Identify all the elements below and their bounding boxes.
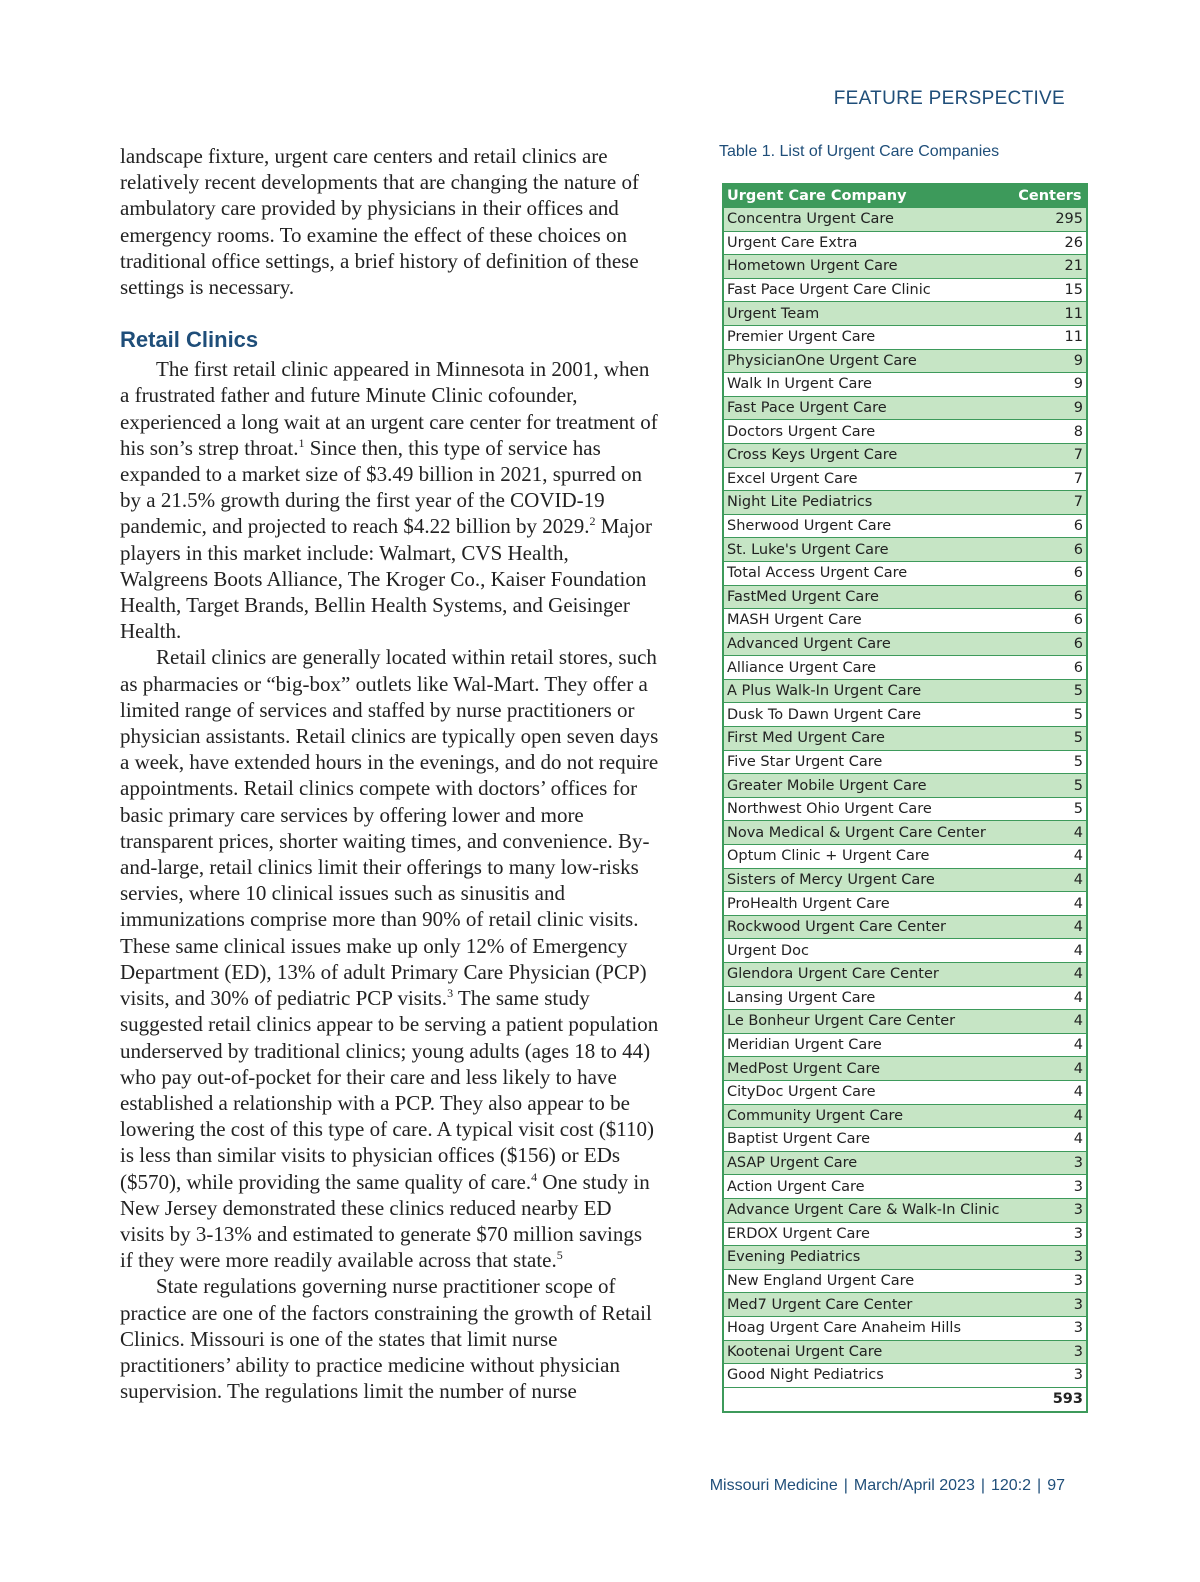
table-body xyxy=(724,208,1086,1388)
total-value: 593 xyxy=(1014,1387,1086,1411)
paragraph-1 xyxy=(120,356,660,644)
table-row xyxy=(724,1198,1086,1222)
center-count: 15 xyxy=(1014,278,1086,302)
table-row xyxy=(724,1057,1086,1081)
company-name: First Med Urgent Care xyxy=(724,727,1014,751)
table-row xyxy=(724,656,1086,680)
total-label-cell xyxy=(724,1387,1014,1411)
table-row xyxy=(724,561,1086,585)
table-row xyxy=(724,868,1086,892)
center-count: 4 xyxy=(1014,1010,1086,1034)
company-name: Good Night Pediatrics xyxy=(724,1364,1014,1388)
center-count: 26 xyxy=(1014,231,1086,255)
company-name: Greater Mobile Urgent Care xyxy=(724,774,1014,798)
company-name: Lansing Urgent Care xyxy=(724,986,1014,1010)
table-row xyxy=(724,538,1086,562)
company-name: Premier Urgent Care xyxy=(724,325,1014,349)
company-name: Community Urgent Care xyxy=(724,1104,1014,1128)
center-count: 4 xyxy=(1014,1128,1086,1152)
table-row xyxy=(724,750,1086,774)
center-count: 295 xyxy=(1014,208,1086,232)
reference-3: 3 xyxy=(447,986,454,1001)
company-name: Glendora Urgent Care Center xyxy=(724,963,1014,987)
page-number: 97 xyxy=(1047,1477,1065,1494)
center-count: 7 xyxy=(1014,467,1086,491)
center-count: 4 xyxy=(1014,892,1086,916)
company-name: ProHealth Urgent Care xyxy=(724,892,1014,916)
table-row xyxy=(724,774,1086,798)
table-row xyxy=(724,1222,1086,1246)
table-row xyxy=(724,1033,1086,1057)
center-count: 9 xyxy=(1014,396,1086,420)
table-total-row xyxy=(724,1387,1086,1411)
table-row xyxy=(724,349,1086,373)
center-count: 3 xyxy=(1014,1340,1086,1364)
center-count: 3 xyxy=(1014,1293,1086,1317)
table-row xyxy=(724,1175,1086,1199)
table-row xyxy=(724,845,1086,869)
center-count: 5 xyxy=(1014,797,1086,821)
company-name: Fast Pace Urgent Care xyxy=(724,396,1014,420)
company-name: Optum Clinic + Urgent Care xyxy=(724,845,1014,869)
table-row xyxy=(724,821,1086,845)
companies-table xyxy=(724,185,1086,1411)
p2-text-c: One study in New Jersey demonstrated these clinics reduced nearby ED visits by 3-13% and estimated to generate $70 million savings if they were more readily available across that state. xyxy=(120,1169,650,1273)
company-name: Urgent Team xyxy=(724,302,1014,326)
table-row xyxy=(724,1269,1086,1293)
table-row xyxy=(724,514,1086,538)
center-count: 3 xyxy=(1014,1222,1086,1246)
table-row xyxy=(724,609,1086,633)
table-row xyxy=(724,1128,1086,1152)
company-name: Evening Pediatrics xyxy=(724,1246,1014,1270)
table-row xyxy=(724,467,1086,491)
center-count: 4 xyxy=(1014,1033,1086,1057)
table-row xyxy=(724,302,1086,326)
company-name: Alliance Urgent Care xyxy=(724,656,1014,680)
company-name: Fast Pace Urgent Care Clinic xyxy=(724,278,1014,302)
table-row xyxy=(724,1104,1086,1128)
table-row xyxy=(724,632,1086,656)
urgent-care-table xyxy=(722,183,1088,1413)
company-name: Concentra Urgent Care xyxy=(724,208,1014,232)
company-name: Sherwood Urgent Care xyxy=(724,514,1014,538)
table-row xyxy=(724,1340,1086,1364)
table-row xyxy=(724,1364,1086,1388)
table-row xyxy=(724,1246,1086,1270)
company-name: ERDOX Urgent Care xyxy=(724,1222,1014,1246)
table-row xyxy=(724,231,1086,255)
center-count: 6 xyxy=(1014,632,1086,656)
table-row xyxy=(724,491,1086,515)
company-name: MedPost Urgent Care xyxy=(724,1057,1014,1081)
paragraph-3: State regulations governing nurse practitioner scope of practice are one of the factors constraining the growth of Retail Clinics. Missouri is one of the states that limit nurse practitioners’ ability to practice medicine without physician supervision. The regulations limit the number of nurse xyxy=(120,1274,652,1404)
table-row xyxy=(724,727,1086,751)
center-count: 4 xyxy=(1014,939,1086,963)
company-name: Northwest Ohio Urgent Care xyxy=(724,797,1014,821)
center-count: 6 xyxy=(1014,514,1086,538)
center-count: 4 xyxy=(1014,1104,1086,1128)
table-row xyxy=(724,892,1086,916)
footer-separator: | xyxy=(843,1477,848,1494)
company-name: Hometown Urgent Care xyxy=(724,255,1014,279)
company-name: A Plus Walk-In Urgent Care xyxy=(724,679,1014,703)
table-row xyxy=(724,420,1086,444)
p2-text-a: Retail clinics are generally located within retail stores, such as pharmacies or “big-box” outlets like Wal-Mart. They offer a limited range of services and staffed by nurse practitioners or physician assistants. Retail clinics are typically open seven days a week, have extended hours in the evenings, and do not require appointments. Retail clinics compete with doctors’ offices for basic primary care services by offering lower and more transparent prices, shorter waiting times, and convenience. By-and-large, retail clinics limit their offerings to many low-risks servies, where 10 clinical issues such as sinusitis and immunizations comprise more than 90% of retail clinic visits. These same clinical issues make up only 12% of Emergency Department (ED), 13% of adult Primary Care Physician (PCP) visits, and 30% of pediatric PCP visits. xyxy=(120,645,659,1011)
center-count: 6 xyxy=(1014,538,1086,562)
paragraph-2 xyxy=(120,644,660,1273)
center-count: 9 xyxy=(1014,349,1086,373)
center-count: 4 xyxy=(1014,915,1086,939)
center-count: 4 xyxy=(1014,986,1086,1010)
table-row xyxy=(724,703,1086,727)
page-footer xyxy=(710,1477,1065,1495)
table-row xyxy=(724,443,1086,467)
center-count: 8 xyxy=(1014,420,1086,444)
center-count: 7 xyxy=(1014,491,1086,515)
intro-paragraph: landscape fixture, urgent care centers and retail clinics are relatively recent developments that are changing the nature of ambulatory care provided by physicians in their offices and emergency rooms. To examine the effect of these choices on traditional office settings, a brief history of definition of these settings is necessary. xyxy=(120,144,639,300)
table-row xyxy=(724,255,1086,279)
center-count: 3 xyxy=(1014,1316,1086,1340)
company-name: Urgent Doc xyxy=(724,939,1014,963)
table-row xyxy=(724,208,1086,232)
center-count: 3 xyxy=(1014,1151,1086,1175)
table-row xyxy=(724,939,1086,963)
center-count: 5 xyxy=(1014,679,1086,703)
p2-text-b: The same study suggested retail clinics appear to be serving a patient population underserved by traditional clinics; young adults (ages 18 to 44) who pay out-of-pocket for their care and less likely to have established a relationship with a PCP. They also appear to be lowering the cost of this type of care. A typical visit cost ($110) is less than similar visits to physician offices ($156) or EDs ($570), while providing the same quality of care. xyxy=(120,986,659,1194)
company-name: New England Urgent Care xyxy=(724,1269,1014,1293)
table-row xyxy=(724,585,1086,609)
reference-5: 5 xyxy=(556,1248,563,1263)
center-count: 3 xyxy=(1014,1364,1086,1388)
center-count: 4 xyxy=(1014,1057,1086,1081)
company-name: Med7 Urgent Care Center xyxy=(724,1293,1014,1317)
company-name: Baptist Urgent Care xyxy=(724,1128,1014,1152)
center-count: 11 xyxy=(1014,302,1086,326)
section-label: FEATURE PERSPECTIVE xyxy=(833,88,1065,109)
volume-number: 120:2 xyxy=(991,1477,1032,1494)
center-count: 6 xyxy=(1014,609,1086,633)
article-column xyxy=(120,143,660,1404)
column-header-centers: Centers xyxy=(1014,185,1086,208)
company-name: Doctors Urgent Care xyxy=(724,420,1014,444)
company-name: Hoag Urgent Care Anaheim Hills xyxy=(724,1316,1014,1340)
company-name: Urgent Care Extra xyxy=(724,231,1014,255)
table-row xyxy=(724,1151,1086,1175)
company-name: CityDoc Urgent Care xyxy=(724,1080,1014,1104)
center-count: 3 xyxy=(1014,1246,1086,1270)
center-count: 3 xyxy=(1014,1198,1086,1222)
table-row xyxy=(724,1293,1086,1317)
center-count: 9 xyxy=(1014,373,1086,397)
company-name: Sisters of Mercy Urgent Care xyxy=(724,868,1014,892)
company-name: Meridian Urgent Care xyxy=(724,1033,1014,1057)
company-name: Five Star Urgent Care xyxy=(724,750,1014,774)
center-count: 7 xyxy=(1014,443,1086,467)
issue-date: March/April 2023 xyxy=(853,1477,975,1494)
p1-text-b: Since then, this type of service has expanded to a market size of $3.49 billion in 2021, spurred on by a 21.5% growth during the first year of the COVID-19 pandemic, and projected to reach $4.22 billion by 2029. xyxy=(120,435,642,539)
p1-text-c: Major players in this market include: Walmart, CVS Health, Walgreens Boots Alliance, The Kroger Co., Kaiser Foundation Health, Target Brands, Bellin Health Systems, and Geisinger Health. xyxy=(120,514,653,644)
center-count: 21 xyxy=(1014,255,1086,279)
column-header-company: Urgent Care Company xyxy=(724,185,1014,208)
reference-2: 2 xyxy=(589,514,596,529)
footer-separator: | xyxy=(980,1477,985,1494)
table-row xyxy=(724,1316,1086,1340)
section-heading: Retail Clinics xyxy=(120,327,259,353)
company-name: FastMed Urgent Care xyxy=(724,585,1014,609)
table-row xyxy=(724,915,1086,939)
journal-name: Missouri Medicine xyxy=(709,1477,838,1494)
table-row xyxy=(724,1080,1086,1104)
center-count: 5 xyxy=(1014,703,1086,727)
center-count: 5 xyxy=(1014,727,1086,751)
center-count: 5 xyxy=(1014,750,1086,774)
center-count: 4 xyxy=(1014,963,1086,987)
company-name: Night Lite Pediatrics xyxy=(724,491,1014,515)
table-row xyxy=(724,963,1086,987)
table-row xyxy=(724,986,1086,1010)
table-row xyxy=(724,797,1086,821)
company-name: Walk In Urgent Care xyxy=(724,373,1014,397)
center-count: 6 xyxy=(1014,656,1086,680)
footer-separator: | xyxy=(1037,1477,1042,1494)
center-count: 4 xyxy=(1014,845,1086,869)
center-count: 3 xyxy=(1014,1175,1086,1199)
p1-text-a: The first retail clinic appeared in Minnesota in 2001, when a frustrated father and future Minute Clinic cofounder, experienced a long wait at an urgent care center for treatment of his son’s strep throat. xyxy=(120,357,658,460)
company-name: Total Access Urgent Care xyxy=(724,561,1014,585)
company-name: Nova Medical & Urgent Care Center xyxy=(724,821,1014,845)
table-caption: Table 1. List of Urgent Care Companies xyxy=(719,143,1000,160)
center-count: 4 xyxy=(1014,868,1086,892)
table-row xyxy=(724,278,1086,302)
center-count: 5 xyxy=(1014,774,1086,798)
center-count: 6 xyxy=(1014,585,1086,609)
center-count: 11 xyxy=(1014,325,1086,349)
center-count: 4 xyxy=(1014,821,1086,845)
table-row xyxy=(724,1010,1086,1034)
company-name: Rockwood Urgent Care Center xyxy=(724,915,1014,939)
company-name: Excel Urgent Care xyxy=(724,467,1014,491)
company-name: Cross Keys Urgent Care xyxy=(724,443,1014,467)
company-name: PhysicianOne Urgent Care xyxy=(724,349,1014,373)
table-row xyxy=(724,325,1086,349)
center-count: 4 xyxy=(1014,1080,1086,1104)
company-name: MASH Urgent Care xyxy=(724,609,1014,633)
company-name: ASAP Urgent Care xyxy=(724,1151,1014,1175)
reference-4: 4 xyxy=(531,1169,538,1184)
company-name: Action Urgent Care xyxy=(724,1175,1014,1199)
company-name: Kootenai Urgent Care xyxy=(724,1340,1014,1364)
center-count: 3 xyxy=(1014,1269,1086,1293)
table-header-row xyxy=(724,185,1086,208)
reference-1: 1 xyxy=(298,435,305,450)
center-count: 6 xyxy=(1014,561,1086,585)
company-name: Le Bonheur Urgent Care Center xyxy=(724,1010,1014,1034)
company-name: Dusk To Dawn Urgent Care xyxy=(724,703,1014,727)
table-row xyxy=(724,679,1086,703)
company-name: Advanced Urgent Care xyxy=(724,632,1014,656)
table-row xyxy=(724,373,1086,397)
table-row xyxy=(724,396,1086,420)
company-name: St. Luke's Urgent Care xyxy=(724,538,1014,562)
company-name: Advance Urgent Care & Walk-In Clinic xyxy=(724,1198,1014,1222)
